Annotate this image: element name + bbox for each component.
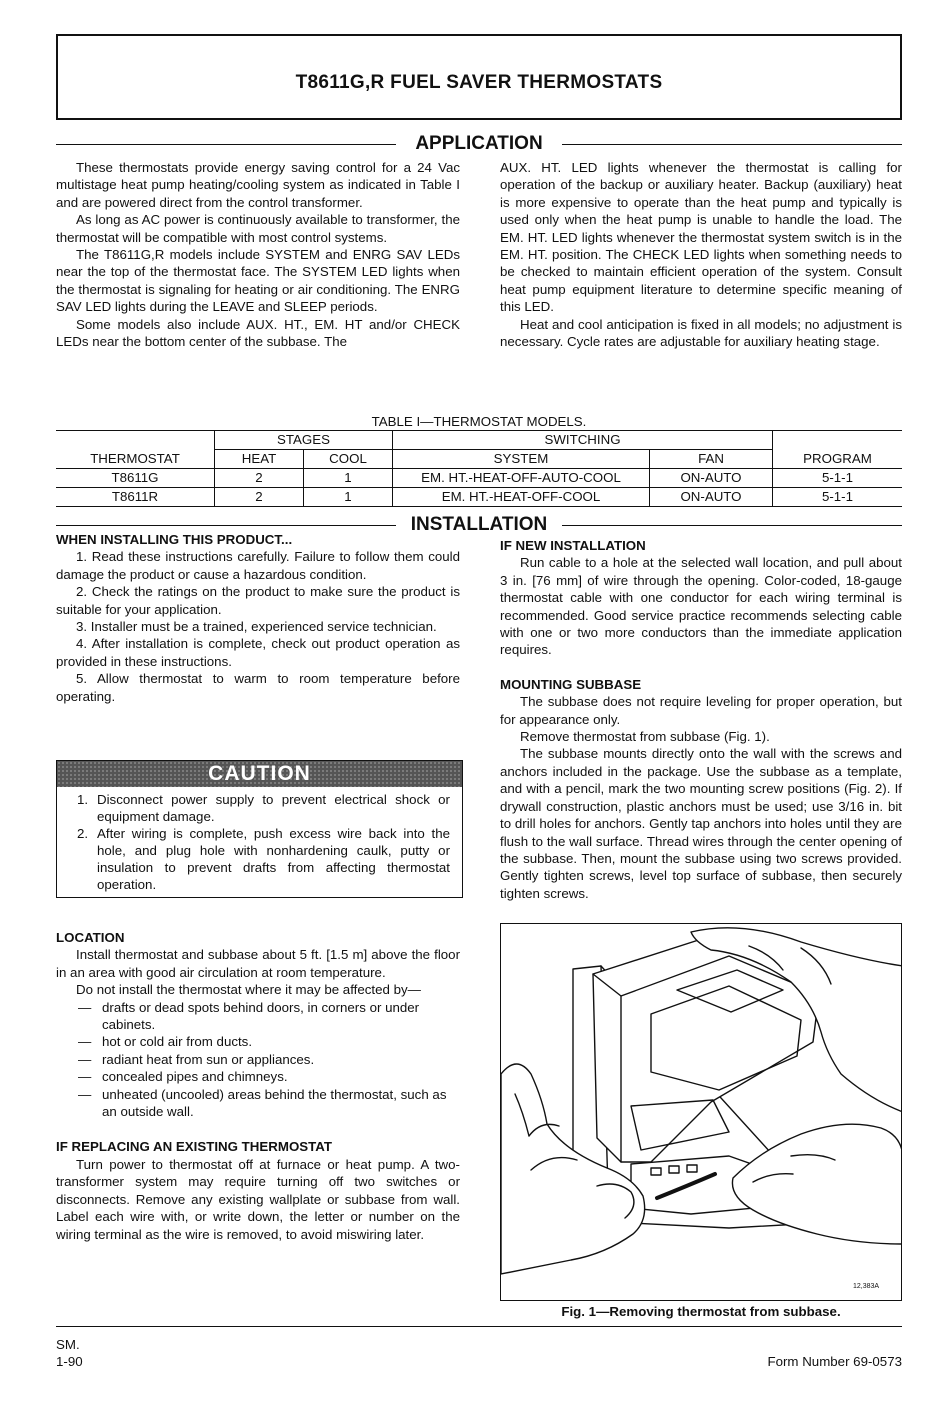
location-list-item: — radiant heat from sun or appliances. <box>78 1051 315 1067</box>
table-caption: TABLE I—THERMOSTAT MODELS. <box>371 414 587 429</box>
stages-group-header: STAGES <box>215 431 393 450</box>
location-list-item: — hot or cold air from ducts. <box>78 1034 253 1050</box>
column-header: FAN <box>650 450 773 469</box>
application-paragraph: As long as AC power is continuously available to transformer, the thermostat will be compatible with most control systems. <box>56 212 460 245</box>
table-cell: 2 <box>215 488 304 507</box>
application-paragraph: The T8611G,R models include SYSTEM and ENRG SAV LEDs near the top of the thermostat face. The SYSTEM LED lights when the thermostat is signaling for heating or air conditioning. The ENRG SAV LED lights during the LEAVE and SLEEP periods. <box>56 247 460 315</box>
table-cell: 5-1-1 <box>821 470 854 485</box>
caution-item-text: After wiring is complete, push excess wire back into the hole, and plug hole with nonhardening caulk, putty or insulation to prevent drafts from affecting thermostat operation. <box>97 826 450 892</box>
table-cell: ON-AUTO <box>650 488 773 507</box>
table-row <box>56 469 902 488</box>
location-list-item: — unheated (uncooled) areas behind the thermostat, such as an outside wall. <box>78 1086 447 1120</box>
mounting-paragraph: Remove thermostat from subbase (Fig. 1). <box>520 729 770 745</box>
installation-right-column <box>500 537 902 902</box>
application-paragraph: Some models also include AUX. HT., EM. HT and/or CHECK LEDs near the bottom center of the subbase. The <box>56 316 460 350</box>
thermostat-removal-drawing <box>501 924 902 1301</box>
table-group-header-row <box>56 431 902 450</box>
new-installation-paragraph: Run cable to a hole at the selected wall location, and pull about 3 in. [76 mm] of wire through the opening. Color-coded, 18-gauge thermostat cable with one conductor for each wiring terminal is recommended. Good service practice recommends selecting cable with one or two more conductors than the immediate application requires. <box>500 555 902 658</box>
location-paragraph: Install thermostat and subbase about 5 ft. [1.5 m] above the floor in an area with good air circulation at room temperature. <box>56 947 460 980</box>
application-right-column <box>500 159 902 350</box>
footer-left <box>56 1336 83 1370</box>
mounting-paragraph: The subbase mounts directly onto the wall with the screws and anchors included in the package. Use the subbase as a template, and with a pencil, mark the two mounting screw positions (Fig. 2). If drywall construction, plastic anchors must be used; use 3/16 in. bit to drill holes for anchors. Gently tap anchors into holes until they are flush to the wall surface. Thread wires through the center opening of the subbase. Then, mount the subbase using two screws provided. Gently tighten screws, level top surface of subbase, then securely tighten screws. <box>500 746 902 901</box>
form-number: Form Number 69-0573 <box>767 1354 902 1369</box>
installation-left-column <box>56 531 460 705</box>
list-item: 4. After installation is complete, check out product operation as provided in these instructions. <box>56 636 460 669</box>
table-cell: EM. HT.-HEAT-OFF-AUTO-COOL <box>393 469 650 488</box>
footer-date: 1-90 <box>56 1354 83 1369</box>
figure-1-illustration <box>500 923 902 1301</box>
new-installation-heading: IF NEW INSTALLATION <box>500 538 646 553</box>
application-section-header <box>56 133 902 155</box>
table-header-row <box>56 450 902 469</box>
figure-caption: Fig. 1—Removing thermostat from subbase. <box>561 1304 841 1319</box>
table-row <box>56 488 902 507</box>
document-title: T8611G,R FUEL SAVER THERMOSTATS <box>295 72 663 93</box>
footer-code: SM. <box>56 1337 80 1352</box>
list-item: 2. Check the ratings on the product to make sure the product is suitable for your application. <box>56 584 460 617</box>
table-cell: EM. HT.-HEAT-OFF-COOL <box>393 488 650 507</box>
caution-label: CAUTION <box>208 762 311 785</box>
mounting-subbase-heading: MOUNTING SUBBASE <box>500 676 642 692</box>
location-paragraph: Do not install the thermostat where it may be affected by— <box>76 982 421 998</box>
table-cell: T8611G <box>111 470 159 485</box>
caution-banner <box>57 761 462 787</box>
column-header: PROGRAM <box>803 450 872 466</box>
table-cell: 1 <box>304 488 393 507</box>
when-installing-heading: WHEN INSTALLING THIS PRODUCT... <box>56 532 293 547</box>
figure-code: 12,383A <box>853 1283 880 1290</box>
table-cell: 5-1-1 <box>821 489 854 504</box>
installation-heading: INSTALLATION <box>410 514 548 535</box>
list-item: 1. Read these instructions carefully. Failure to follow them could damage the product or cause a hazardous condition. <box>56 549 460 582</box>
list-item: 5. Allow thermostat to warm to room temperature before operating. <box>56 671 460 704</box>
caution-item-number: 1. <box>77 792 89 807</box>
application-paragraph: AUX. HT. LED lights whenever the thermostat is calling for operation of the backup or auxiliary heater. Backup (auxiliary) heat is more expensive to operate than the heat pump and typically is used only when the heat pump is unable to handle the load. The EM. HT. LED lights whenever the thermostat system switch is in the EM. HT. position. The CHECK LED lights when something needs to be checked to maintain efficient operation of the system. Consult heat pump equipment literature to determine specific meaning of this LED. <box>500 160 902 315</box>
location-list-item: — drafts or dead spots behind doors, in corners or under cabinets. <box>78 999 420 1033</box>
column-header: SYSTEM <box>393 450 650 469</box>
application-left-column <box>56 159 460 350</box>
column-header: HEAT <box>215 450 304 469</box>
location-list-item: — concealed pipes and chimneys. <box>78 1069 288 1085</box>
caution-box <box>56 760 463 898</box>
replacing-heading: IF REPLACING AN EXISTING THERMOSTAT <box>56 1139 333 1155</box>
caution-item-number: 2. <box>77 826 89 841</box>
switching-group-header: SWITCHING <box>393 431 773 450</box>
location-column <box>56 929 460 1243</box>
location-heading: LOCATION <box>56 930 125 945</box>
column-header: COOL <box>304 450 393 469</box>
caution-item <box>77 825 450 893</box>
table-cell: ON-AUTO <box>650 469 773 488</box>
caution-item-text: Disconnect power supply to prevent electrical shock or equipment damage. <box>97 792 450 824</box>
mounting-paragraph: The subbase does not require leveling for proper operation, but for appearance only. <box>500 694 902 727</box>
footer-rule <box>56 1326 902 1327</box>
caution-item <box>77 791 450 825</box>
when-installing-list <box>56 548 460 705</box>
table-cell: 2 <box>215 469 304 488</box>
title-box <box>56 34 902 120</box>
thermostat-models-table <box>56 430 902 507</box>
application-paragraph: Heat and cool anticipation is fixed in all models; no adjustment is necessary. Cycle rates are adjustable for auxiliary heating stage. <box>500 316 902 350</box>
column-header: THERMOSTAT <box>90 450 180 466</box>
replacing-paragraph: Turn power to thermostat off at furnace or heat pump. A two-transformer system may require turning off two switches or disconnects. Remove any existing wallplate or subbase from wall. Label each wire with, or write down, the letter or number on the wiring terminal as the wire is removed, to avoid miswiring later. <box>56 1156 460 1242</box>
application-paragraph: These thermostats provide energy saving control for a 24 Vac multistage heat pump heating/cooling system as indicated in Table I and are powered direct from the control transformer. <box>56 160 460 210</box>
application-heading: APPLICATION <box>415 133 543 154</box>
list-item: 3. Installer must be a trained, experienced service technician. <box>76 619 437 635</box>
table-cell: 1 <box>304 469 393 488</box>
table-cell: T8611R <box>111 489 159 504</box>
